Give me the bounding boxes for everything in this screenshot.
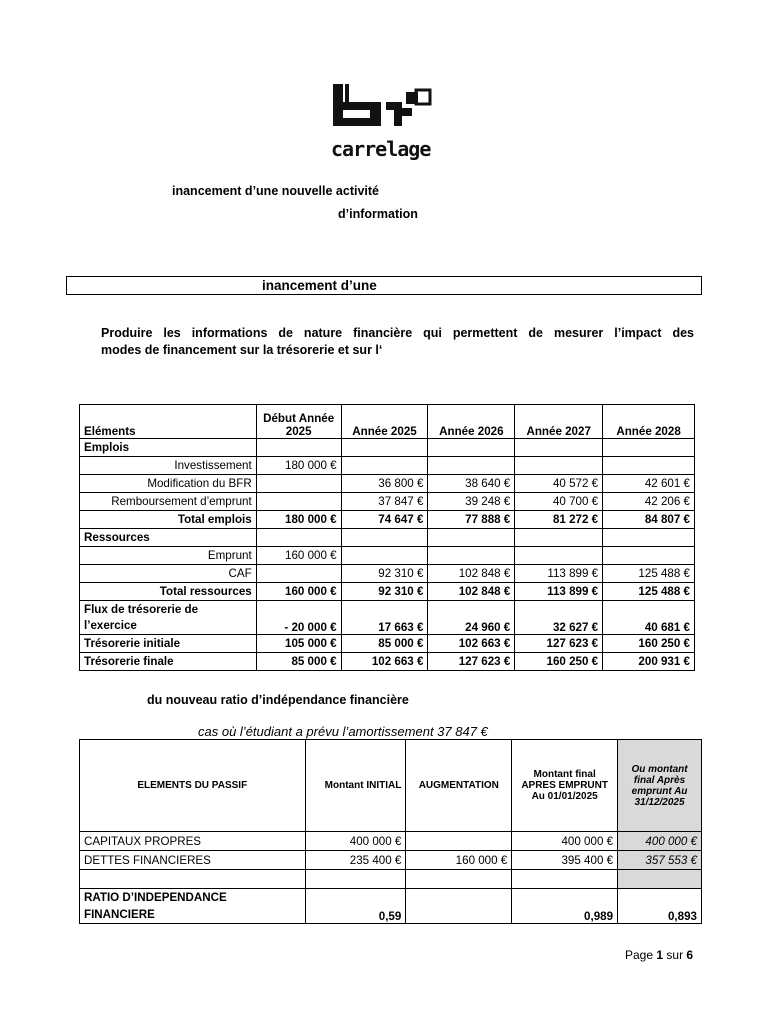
cell-value xyxy=(341,457,428,475)
cell-value xyxy=(512,870,618,889)
row-label: Trésorerie finale xyxy=(80,653,257,671)
cell-value xyxy=(515,439,603,457)
table-row xyxy=(80,493,695,511)
logo-text: carrelage xyxy=(331,137,431,161)
row-label: Investissement xyxy=(80,457,257,475)
cell-value: 24 960 € xyxy=(428,601,515,635)
cell-value: 32 627 € xyxy=(515,601,603,635)
boxed-title xyxy=(66,276,702,295)
cell-value: 85 000 € xyxy=(256,653,341,671)
cell-value: 113 899 € xyxy=(515,565,603,583)
row-label: Flux de trésorerie de l’exercice xyxy=(80,601,257,635)
cell-value: 17 663 € xyxy=(341,601,428,635)
col-header-montant-final-2025: Ou montant final Après emprunt Au 31/12/2025 xyxy=(618,740,702,832)
table-row xyxy=(80,439,695,457)
intro-line-2: modes de financement sur la trésorerie et sur l‘ xyxy=(101,343,383,357)
cell-value: 200 931 € xyxy=(603,653,695,671)
heading-line-1: inancement d’une nouvelle activité xyxy=(172,184,380,198)
cell-value: 0,893 xyxy=(618,889,702,924)
cell-value: 113 899 € xyxy=(515,583,603,601)
intro-paragraph xyxy=(101,325,694,359)
boxed-title-text: inancement d’une xyxy=(262,278,377,293)
col-header-montant-initial: Montant INITIAL xyxy=(305,740,406,832)
row-label: Emplois xyxy=(80,439,257,457)
cell-value: 105 000 € xyxy=(256,635,341,653)
cell-value: 85 000 € xyxy=(341,635,428,653)
cell-value xyxy=(603,439,695,457)
cell-value xyxy=(341,529,428,547)
cell-value: 77 888 € xyxy=(428,511,515,529)
col-header-2028: Année 2028 xyxy=(603,405,695,439)
cell-value: 357 553 € xyxy=(618,851,702,870)
table-row xyxy=(80,457,695,475)
cell-value xyxy=(515,457,603,475)
row-label: RATIO D’INDEPENDANCE FINANCIERE xyxy=(80,889,306,924)
cell-value: 102 848 € xyxy=(428,565,515,583)
row-label: Total ressources xyxy=(80,583,257,601)
col-header-elements: Eléments xyxy=(80,405,257,439)
cell-value: 395 400 € xyxy=(512,851,618,870)
cell-value: 74 647 € xyxy=(341,511,428,529)
cell-value xyxy=(603,457,695,475)
col-header-2026: Année 2026 xyxy=(428,405,515,439)
cell-value: 160 250 € xyxy=(603,635,695,653)
cell-value xyxy=(618,870,702,889)
row-label: Remboursement d’emprunt xyxy=(80,493,257,511)
table-row xyxy=(80,889,702,924)
cell-value xyxy=(256,475,341,493)
cell-value: 0,59 xyxy=(305,889,406,924)
table-row xyxy=(80,635,695,653)
cell-value: 40 572 € xyxy=(515,475,603,493)
page-current: 1 xyxy=(656,948,664,962)
cell-value: 125 488 € xyxy=(603,583,695,601)
cell-value: 400 000 € xyxy=(618,832,702,851)
cell-value xyxy=(428,547,515,565)
cell-value xyxy=(603,529,695,547)
table-row xyxy=(80,511,695,529)
table-row xyxy=(80,601,695,635)
table-row xyxy=(80,870,702,889)
ratio-subtitle: cas où l’étudiant a prévu l’amortissement 37 847 € xyxy=(198,724,488,739)
table-row xyxy=(80,851,702,870)
row-label: CAPITAUX PROPRES xyxy=(80,832,306,851)
cell-value xyxy=(341,547,428,565)
cell-value xyxy=(428,439,515,457)
cell-value: 37 847 € xyxy=(341,493,428,511)
cell-value: 40 700 € xyxy=(515,493,603,511)
col-header-2025: Année 2025 xyxy=(341,405,428,439)
cell-value xyxy=(341,439,428,457)
col-header-montant-final: Montant final APRES EMPRUNT Au 01/01/2025 xyxy=(512,740,618,832)
cell-value xyxy=(515,529,603,547)
cell-value: 180 000 € xyxy=(256,511,341,529)
table-row xyxy=(80,832,702,851)
cell-value: 38 640 € xyxy=(428,475,515,493)
cell-value: 400 000 € xyxy=(305,832,406,851)
table-row xyxy=(80,529,695,547)
cell-value: 160 000 € xyxy=(256,547,341,565)
cell-value: 42 601 € xyxy=(603,475,695,493)
cell-value xyxy=(428,529,515,547)
cell-value xyxy=(305,870,406,889)
cash-flow-table xyxy=(79,404,695,671)
cell-value: 125 488 € xyxy=(603,565,695,583)
ratio-table xyxy=(79,739,702,924)
col-header-augmentation: AUGMENTATION xyxy=(406,740,512,832)
cell-value: 127 623 € xyxy=(428,653,515,671)
cell-value xyxy=(515,547,603,565)
row-label: DETTES FINANCIERES xyxy=(80,851,306,870)
row-label: CAF xyxy=(80,565,257,583)
cell-value xyxy=(406,832,512,851)
cell-value: 102 663 € xyxy=(341,653,428,671)
cell-value xyxy=(256,565,341,583)
cell-value: 102 848 € xyxy=(428,583,515,601)
cell-value: 400 000 € xyxy=(512,832,618,851)
cell-value: 81 272 € xyxy=(515,511,603,529)
cell-value: 102 663 € xyxy=(428,635,515,653)
cell-value: 235 400 € xyxy=(305,851,406,870)
cell-value: 0,989 xyxy=(512,889,618,924)
table-row xyxy=(80,583,695,601)
cell-value: 39 248 € xyxy=(428,493,515,511)
page-total: 6 xyxy=(686,948,694,962)
table-row xyxy=(80,653,695,671)
row-label: Total emplois xyxy=(80,511,257,529)
table-row xyxy=(80,565,695,583)
cell-value: 160 000 € xyxy=(406,851,512,870)
cell-value: 92 310 € xyxy=(341,583,428,601)
page-prefix: Page xyxy=(625,948,654,962)
cell-value: 160 250 € xyxy=(515,653,603,671)
col-header-elements-passif: ELEMENTS DU PASSIF xyxy=(80,740,306,832)
cell-value: 36 800 € xyxy=(341,475,428,493)
row-label: Emprunt xyxy=(80,547,257,565)
cell-value: 40 681 € xyxy=(603,601,695,635)
cell-value xyxy=(406,889,512,924)
cell-value xyxy=(428,457,515,475)
cell-value xyxy=(256,493,341,511)
cell-value xyxy=(406,870,512,889)
col-header-debut-2025: Début Année 2025 xyxy=(256,405,341,439)
cell-value xyxy=(256,529,341,547)
row-label: Modification du BFR xyxy=(80,475,257,493)
page-sep: sur xyxy=(666,948,684,962)
company-logo xyxy=(330,82,440,162)
cell-value: 84 807 € xyxy=(603,511,695,529)
row-label xyxy=(80,870,306,889)
row-label: Trésorerie initiale xyxy=(80,635,257,653)
cell-value: 42 206 € xyxy=(603,493,695,511)
cell-value: 180 000 € xyxy=(256,457,341,475)
cell-value: 127 623 € xyxy=(515,635,603,653)
cell-value: 160 000 € xyxy=(256,583,341,601)
table-row xyxy=(80,547,695,565)
page-number xyxy=(625,948,693,962)
col-header-2027: Année 2027 xyxy=(515,405,603,439)
heading-line-2: d’information xyxy=(338,207,418,221)
cell-value xyxy=(603,547,695,565)
cell-value xyxy=(256,439,341,457)
ratio-title: du nouveau ratio d’indépendance financière xyxy=(147,693,409,707)
table-row xyxy=(80,475,695,493)
cell-value: 92 310 € xyxy=(341,565,428,583)
intro-line-1: Produire les informations de nature financière qui permettent de mesurer l’impact des xyxy=(101,326,694,340)
cell-value: - 20 000 € xyxy=(256,601,341,635)
row-label: Ressources xyxy=(80,529,257,547)
